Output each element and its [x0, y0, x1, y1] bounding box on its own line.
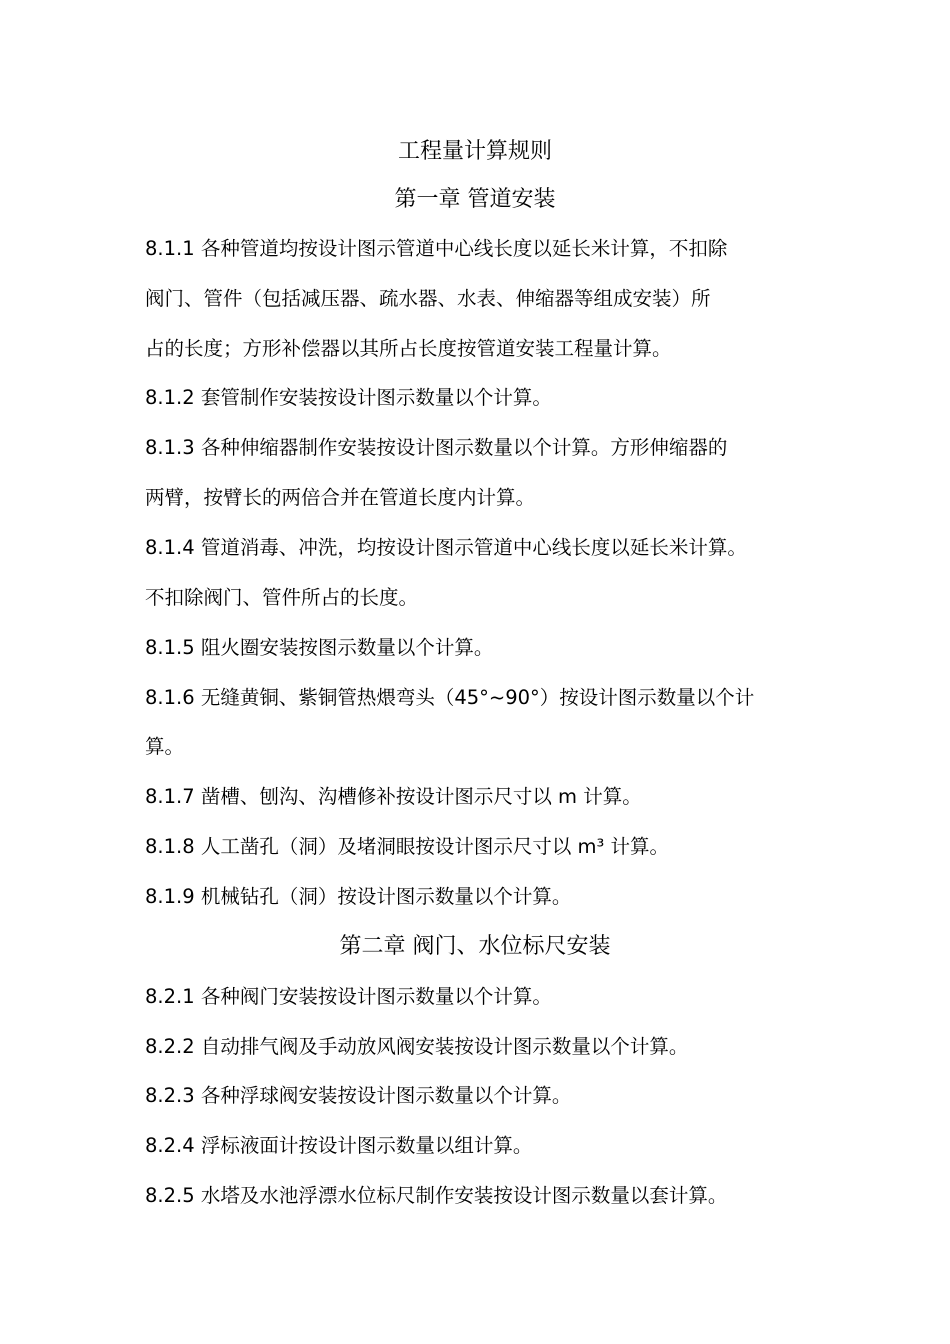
paragraph-line: 8.1.9 机械钻孔（洞）按设计图示数量以个计算。	[145, 885, 572, 908]
paragraph-line: 8.2.4 浮标液面计按设计图示数量以组计算。	[145, 1134, 533, 1157]
paragraph-line: 占的长度；方形补偿器以其所占长度按管道安装工程量计算。	[145, 337, 672, 360]
paragraph-line: 8.1.8 人工凿孔（洞）及堵洞眼按设计图示尺寸以 m³ 计算。	[145, 835, 670, 858]
paragraph-line: 8.1.3 各种伸缩器制作安装按设计图示数量以个计算。方形伸缩器的	[145, 436, 728, 459]
chapter-1-heading: 第一章 管道安装	[394, 187, 556, 212]
paragraph-line: 算。	[145, 735, 185, 758]
paragraph-line: 8.2.1 各种阀门安装按设计图示数量以个计算。	[145, 985, 552, 1008]
paragraph-line: 8.1.2 套管制作安装按设计图示数量以个计算。	[145, 386, 552, 409]
paragraph-line: 不扣除阀门、管件所占的长度。	[145, 586, 419, 609]
document-title: 工程量计算规则	[397, 139, 552, 164]
paragraph-line: 8.1.4 管道消毒、冲洗，均按设计图示管道中心线长度以延长米计算。	[145, 536, 747, 559]
paragraph-line: 8.2.5 水塔及水池浮漂水位标尺制作安装按设计图示数量以套计算。	[145, 1184, 728, 1207]
paragraph-line: 阀门、管件（包括减压器、疏水器、水表、伸缩器等组成安装）所	[145, 287, 711, 310]
paragraph-line: 8.2.3 各种浮球阀安装按设计图示数量以个计算。	[145, 1084, 572, 1107]
paragraph-line: 8.2.2 自动排气阀及手动放风阀安装按设计图示数量以个计算。	[145, 1035, 689, 1058]
paragraph-line: 8.1.6 无缝黄铜、紫铜管热煨弯头（45°~90°）按设计图示数量以个计	[145, 686, 755, 709]
chapter-2-heading: 第二章 阀门、水位标尺安装	[339, 934, 611, 959]
paragraph-line: 8.1.5 阻火圈安装按图示数量以个计算。	[145, 636, 494, 659]
paragraph-line: 8.1.7 凿槽、刨沟、沟槽修补按设计图示尺寸以 m 计算。	[145, 785, 642, 808]
paragraph-line: 8.1.1 各种管道均按设计图示管道中心线长度以延长米计算，不扣除	[145, 237, 728, 260]
paragraph-line: 两臂，按臂长的两倍合并在管道长度内计算。	[145, 486, 536, 509]
